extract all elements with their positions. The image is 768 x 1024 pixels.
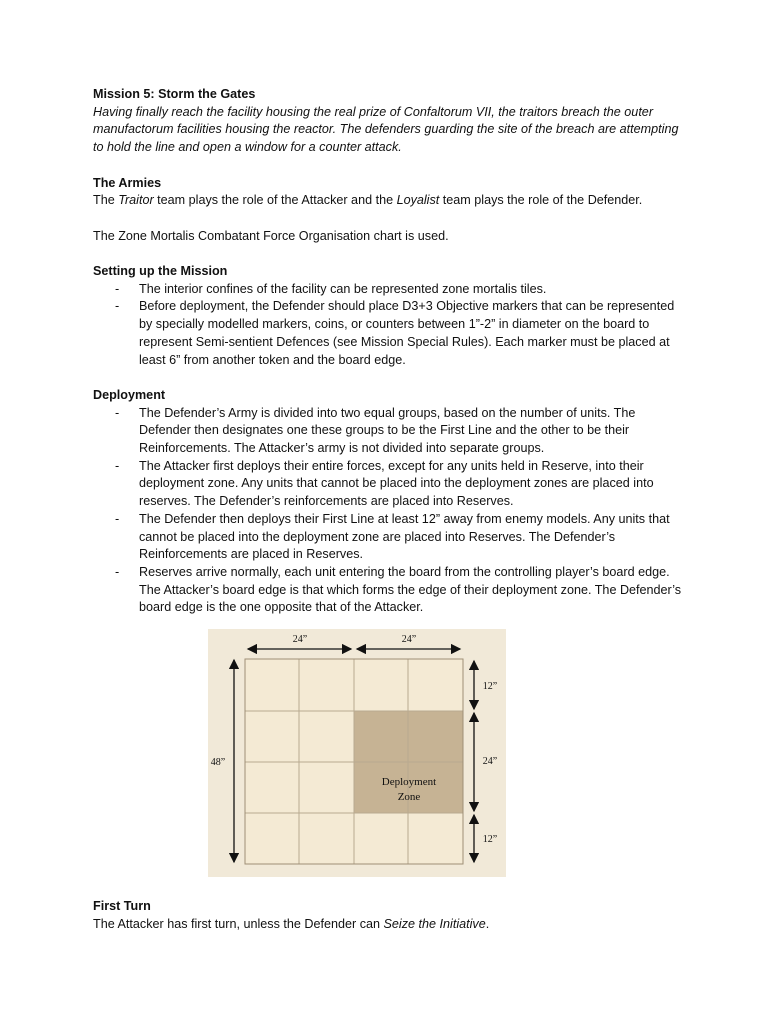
right-bottom-label: 12”: [482, 834, 498, 845]
deployment-map-diagram: [208, 629, 506, 877]
armies-paragraph: The Traitor team plays the role of the Attacker and the Loyalist team plays the role of the Defender.: [93, 193, 643, 208]
top-left-label: 24”: [292, 634, 308, 645]
first-turn-paragraph: The Attacker has first turn, unless the Defender can Seize the Initiative.: [93, 916, 490, 931]
list-item: - The Attacker first deploys their entire forces, except for any units held in Reserve, into their deployment zone. Any units that cannot be placed into the deployment zones are placed into reserves. The Defender’s reinforcements are placed into Reserves.: [115, 458, 654, 509]
force-org-paragraph: The Zone Mortalis Combatant Force Organisation chart is used.: [93, 228, 449, 243]
right-mid-label: 24”: [482, 756, 498, 767]
list-item: - The interior confines of the facility can be represented zone mortalis tiles.: [115, 281, 547, 296]
top-right-label: 24”: [401, 634, 417, 645]
deployment-list: [93, 405, 683, 617]
list-item: - The Defender then deploys their First Line at least 12” away from enemy models. Any units that cannot be placed into the deployment zone are placed into Reserves. The Defender’s Reinforcements are placed in Reserves.: [115, 511, 670, 562]
deployment-zone-label-line2: Zone: [397, 791, 421, 803]
first-turn-heading: First Turn: [93, 899, 151, 913]
deployment-heading: Deployment: [93, 387, 166, 402]
list-item: - The Defender’s Army is divided into two equal groups, based on the number of units. The Defender then designates one these groups to be the First Line and the other to be their Reinforcements. The Attacker’s army is not divided into separate groups.: [115, 405, 636, 455]
list-item: - Reserves arrive normally, each unit entering the board from the controlling player’s board edge. The Attacker’s board edge is that which forms the edge of their deployment zone. The Defender’s board edge is the one opposite that of the Attacker.: [115, 564, 682, 615]
right-top-label: 12”: [482, 681, 498, 692]
armies-heading: The Armies: [93, 175, 162, 190]
deployment-zone-label-line1: Deployment: [381, 776, 437, 788]
setup-heading: Setting up the Mission: [93, 263, 228, 278]
list-item: - Before deployment, the Defender should place D3+3 Objective markers that can be represented by specially modelled markers, coins, or counters between 1”-2” in diameter on the board to represent Semi-sentient Defences (see Mission Special Rules). Each marker must be placed at least 6” from another token and the board edge.: [115, 299, 675, 367]
setup-list: [93, 281, 683, 370]
first-turn-section: [93, 898, 683, 933]
left-label: 48”: [210, 757, 226, 768]
mission-intro: Having finally reach the facility housing the real prize of Confaltorum VII, the traitors breach the outer manufactorum facilities housing the reactor. The defenders guarding the site of the breach are attempting to hold the line and open a window for a counter attack.: [93, 104, 679, 155]
mission-document: [93, 86, 683, 617]
mission-title: Mission 5: Storm the Gates: [93, 87, 256, 101]
